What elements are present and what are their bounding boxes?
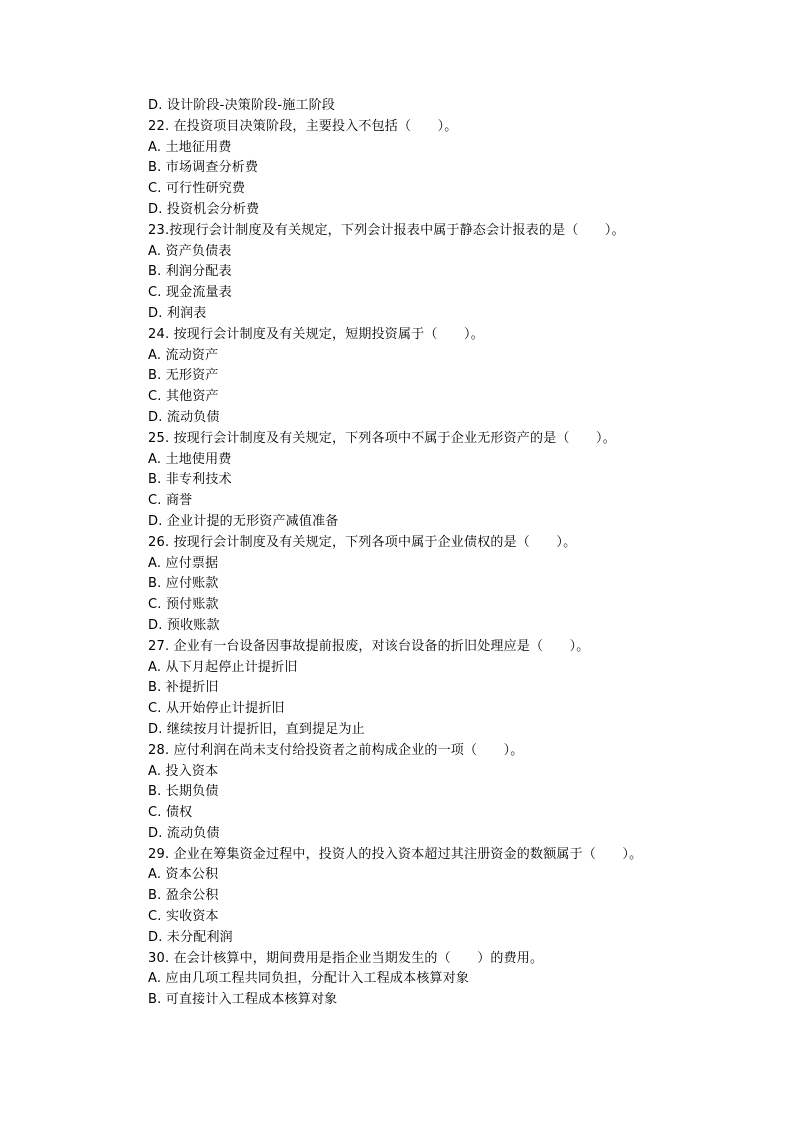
option-line: D. 预收账款 [148, 617, 220, 633]
question-line: 22. 在投资项目决策阶段，主要投入不包括（ ）。 [148, 118, 458, 134]
option-line: D. 利润表 [148, 305, 207, 321]
option-line: A. 流动资产 [148, 347, 219, 363]
question-line: 24. 按现行会计制度及有关规定，短期投资属于（ ）。 [148, 326, 484, 342]
option-line: B. 利润分配表 [148, 264, 232, 280]
option-line: D. 未分配利润 [148, 929, 233, 945]
question-line: 30. 在会计核算中，期间费用是指企业当期发生的（ ）的费用。 [148, 950, 544, 966]
option-line: C. 预付账款 [148, 597, 219, 613]
option-line: B. 应付账款 [148, 576, 219, 592]
option-line: C. 商誉 [148, 493, 193, 509]
option-line: B. 长期负债 [148, 784, 219, 800]
option-line: D. 继续按月计提折旧，直到提足为止 [148, 721, 365, 737]
option-line: A. 投入资本 [148, 763, 219, 779]
option-line: A. 从下月起停止计提折旧 [148, 659, 298, 675]
option-line: B. 市场调查分析费 [148, 160, 259, 176]
option-line: A. 资产负债表 [148, 243, 232, 259]
option-line: D. 设计阶段-决策阶段-施工阶段 [148, 98, 336, 113]
option-line: D. 企业计提的无形资产减值准备 [148, 513, 339, 529]
option-line: D. 流动负债 [148, 825, 220, 841]
question-line: 25. 按现行会计制度及有关规定，下列各项中不属于企业无形资产的是（ ）。 [148, 430, 616, 446]
option-line: A. 资本公积 [148, 867, 219, 883]
option-line: A. 应由几项工程共同负担，分配计入工程成本核算对象 [148, 971, 470, 987]
option-line: B. 补提折旧 [148, 680, 219, 696]
option-line: B. 非专利技术 [148, 472, 232, 488]
question-line: 26. 按现行会计制度及有关规定，下列各项中属于企业债权的是（ ）。 [148, 534, 577, 550]
option-line: C. 实收资本 [148, 909, 219, 925]
option-line: B. 盈余公积 [148, 888, 219, 904]
option-line: B. 可直接计入工程成本核算对象 [148, 992, 338, 1008]
option-line: A. 土地使用费 [148, 451, 232, 467]
option-line: C. 可行性研究费 [148, 181, 246, 197]
option-line: C. 从开始停止计提折旧 [148, 701, 285, 717]
question-line: 27. 企业有一台设备因事故提前报废，对该台设备的折旧处理应是（ ）。 [148, 638, 590, 654]
option-line: D. 投资机会分析费 [148, 201, 260, 217]
question-line: 29. 企业在筹集资金过程中，投资人的投入资本超过其注册资金的数额属于（ ）。 [148, 846, 643, 862]
option-line: C. 债权 [148, 805, 193, 821]
question-line: 28. 应付利润在尚未支付给投资者之前构成企业的一项（ ）。 [148, 742, 524, 758]
question-line: 23.按现行会计制度及有关规定，下列会计报表中属于静态会计报表的是（ ）。 [148, 222, 625, 238]
option-line: C. 其他资产 [148, 389, 219, 405]
option-line: C. 现金流量表 [148, 285, 232, 301]
option-line: B. 无形资产 [148, 368, 219, 384]
question-text-block [148, 96, 708, 1011]
option-line: A. 应付票据 [148, 555, 219, 571]
option-line: D. 流动负债 [148, 409, 220, 425]
option-line: A. 土地征用费 [148, 139, 232, 155]
